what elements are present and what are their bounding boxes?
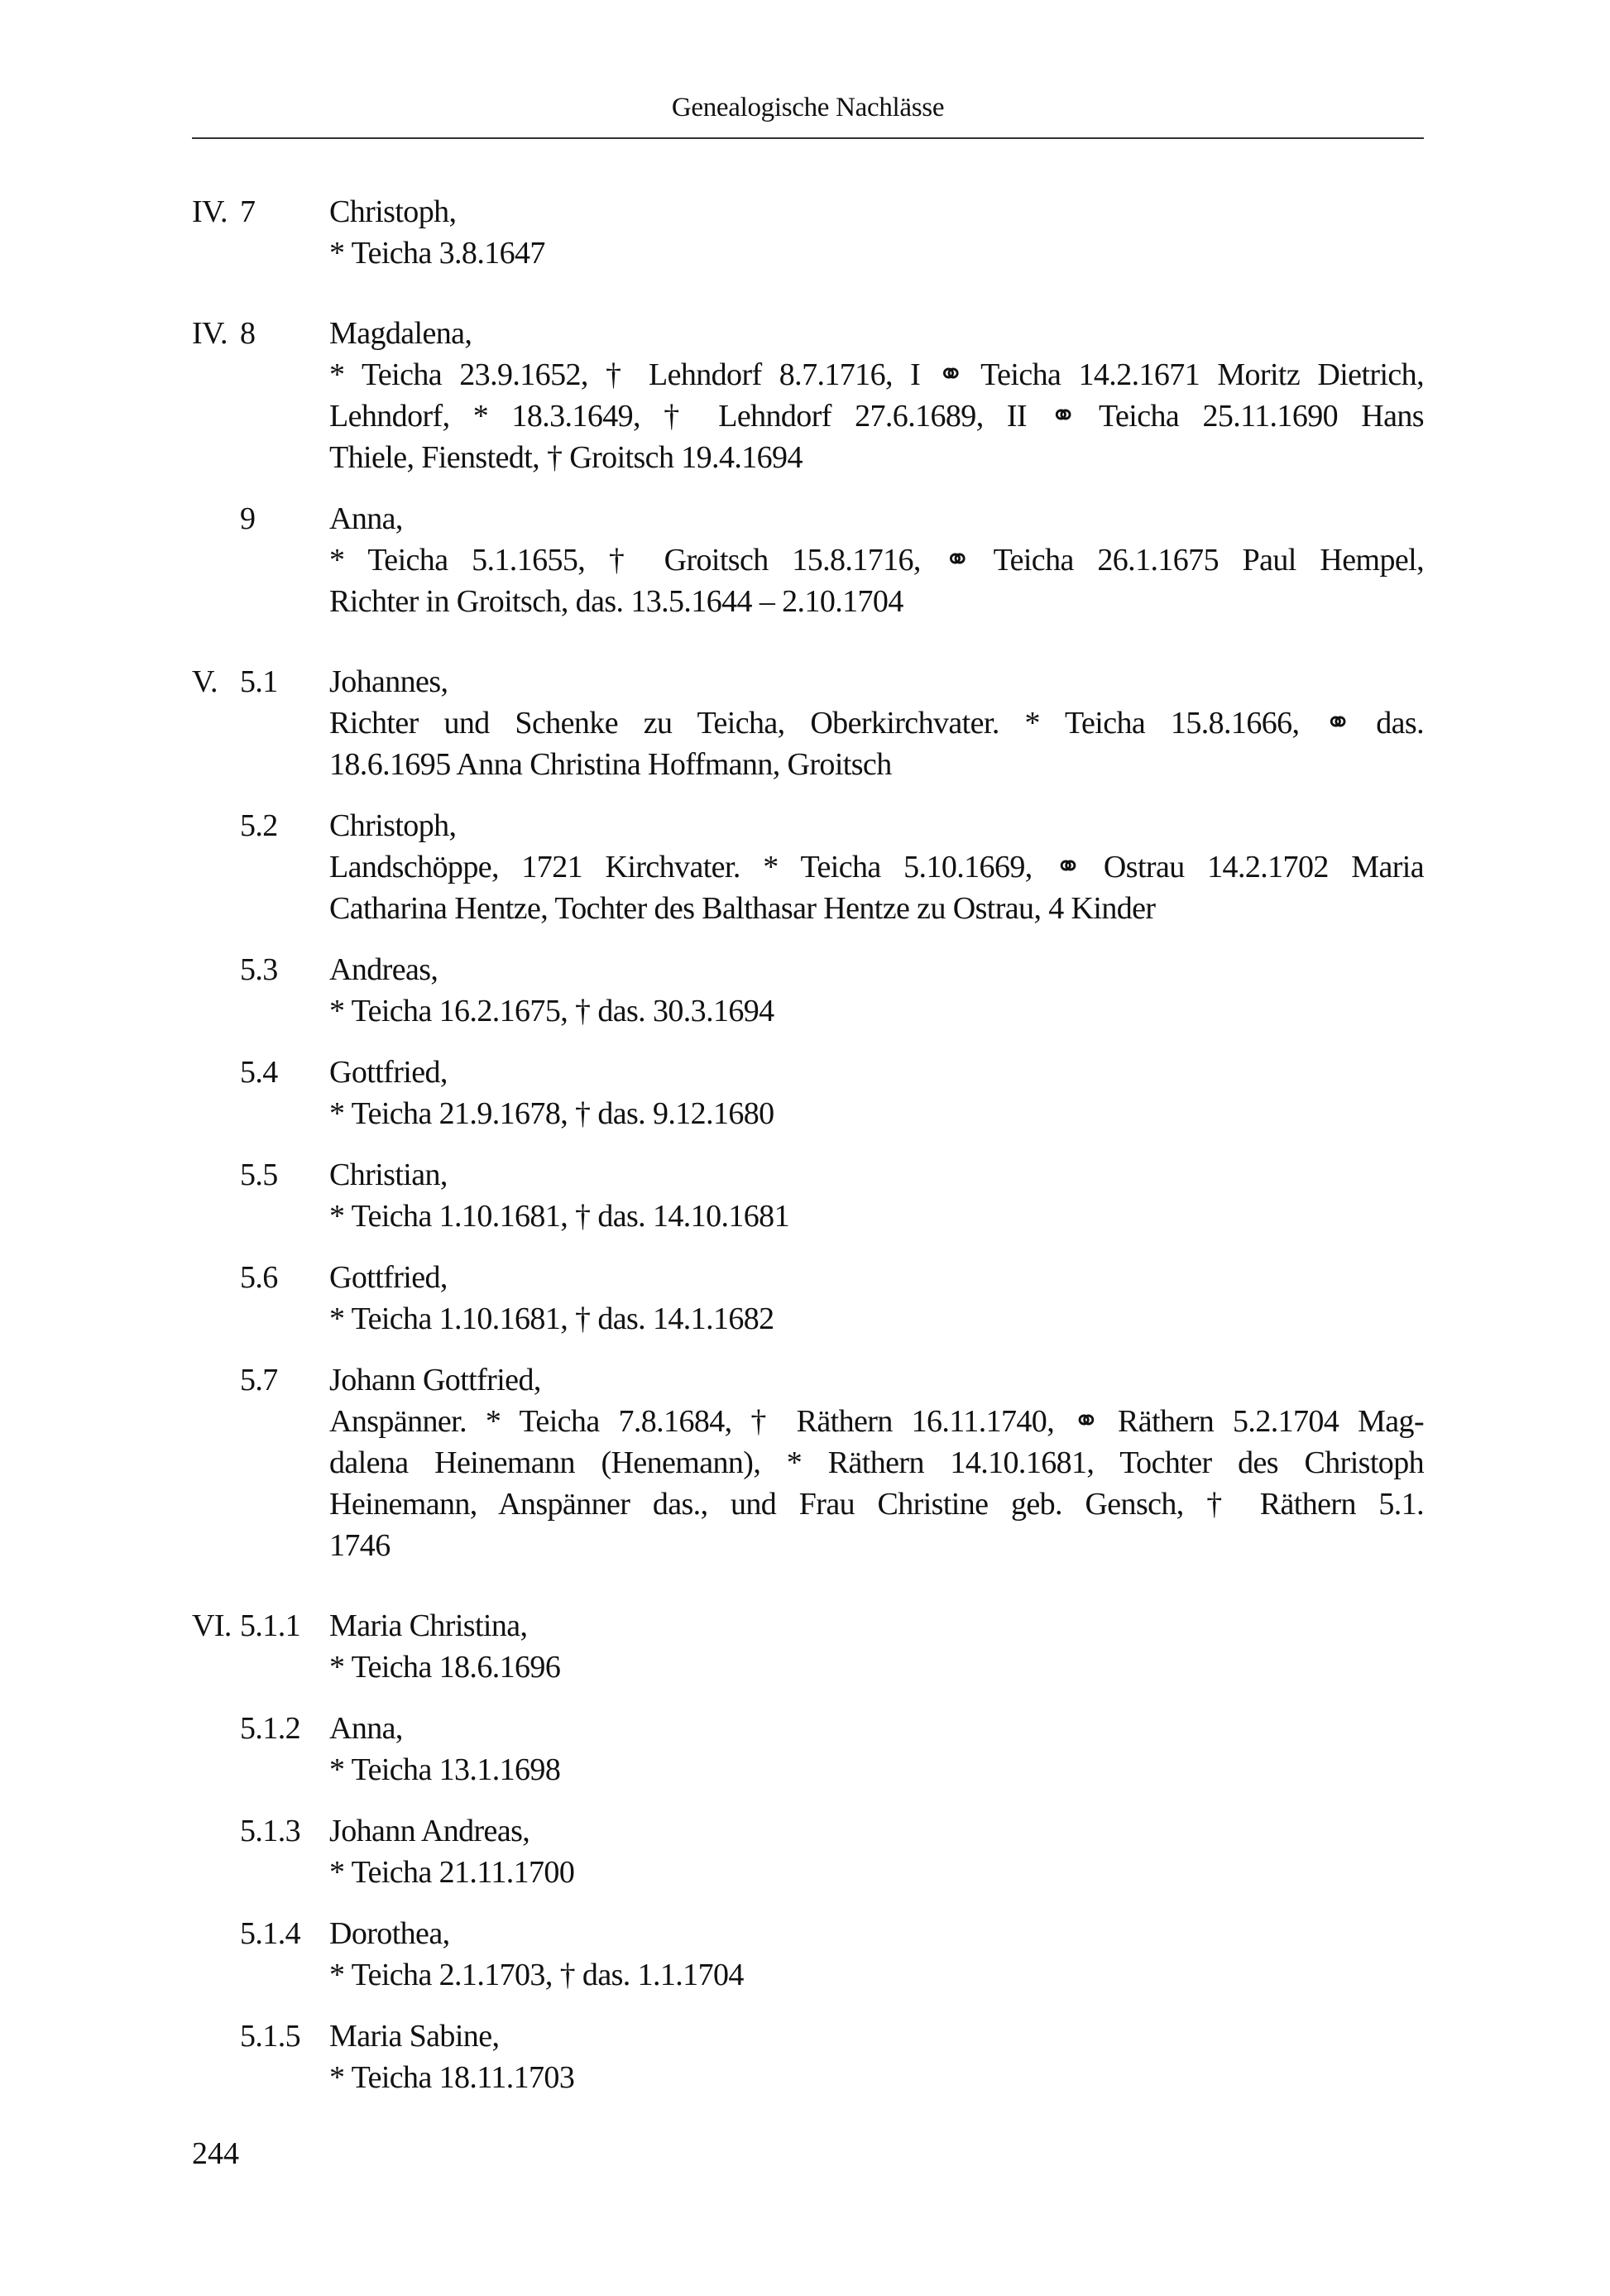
genealogy-entry bbox=[192, 1708, 1424, 1790]
entry-body bbox=[329, 1810, 1424, 1893]
person-number: 5.2 bbox=[240, 808, 278, 843]
genealogy-entry bbox=[192, 661, 1424, 785]
genealogy-entry bbox=[192, 1605, 1424, 1688]
person-number: 7 bbox=[240, 194, 256, 229]
entry-text-line: * Teicha 18.11.1703 bbox=[329, 2060, 575, 2095]
entry-body bbox=[329, 805, 1424, 929]
person-number: 5.4 bbox=[240, 1055, 278, 1090]
entry-number bbox=[192, 805, 329, 929]
person-number: 5.1.5 bbox=[240, 2019, 301, 2054]
page-number: 244 bbox=[192, 2136, 239, 2171]
entry-text-line: * Teicha 1.10.1681, † das. 14.10.1681 bbox=[329, 1199, 789, 1234]
person-number: 5.3 bbox=[240, 952, 278, 987]
genealogy-entry bbox=[192, 1913, 1424, 1996]
header-rule bbox=[192, 137, 1424, 139]
entry-number bbox=[192, 1052, 329, 1134]
entry-text-line: * Teicha 18.6.1696 bbox=[329, 1650, 561, 1685]
entry-text-line: 1746 bbox=[329, 1528, 391, 1563]
running-head: Genealogische Nachlässe bbox=[671, 93, 945, 122]
entry-number bbox=[192, 949, 329, 1032]
genealogy-entry bbox=[192, 1052, 1424, 1134]
entry-body bbox=[329, 1154, 1424, 1237]
person-name: Maria Christina, bbox=[329, 1608, 528, 1643]
entry-number bbox=[192, 1605, 329, 1688]
entry-number bbox=[192, 1154, 329, 1237]
entry-body bbox=[329, 949, 1424, 1032]
entry-body bbox=[329, 498, 1424, 622]
entry-body bbox=[329, 1052, 1424, 1134]
entry-number bbox=[192, 191, 329, 274]
person-number: 5.1.2 bbox=[240, 1711, 301, 1746]
entry-text-line: * Teicha 2.1.1703, † das. 1.1.1704 bbox=[329, 1958, 744, 1992]
person-name: Johann Gottfried, bbox=[329, 1363, 541, 1397]
entry-number bbox=[192, 498, 329, 622]
genealogy-entry bbox=[192, 1154, 1424, 1237]
entry-text-line: Heinemann, Anspänner das., und Frau Christine geb. Gensch, † Räthern 5.1. bbox=[329, 1487, 1424, 1522]
entry-number bbox=[192, 313, 329, 478]
person-number: 5.1.4 bbox=[240, 1916, 301, 1951]
genealogy-entry bbox=[192, 498, 1424, 622]
entry-text-line: * Teicha 13.1.1698 bbox=[329, 1752, 561, 1787]
person-name: Gottfried, bbox=[329, 1055, 448, 1090]
genealogy-entries bbox=[192, 191, 1424, 2098]
genealogy-entry bbox=[192, 1810, 1424, 1893]
entry-text-line: Anspänner. * Teicha 7.8.1684, † Räthern 16.11.1740, ⚭ Räthern 5.2.1704 Mag- bbox=[329, 1404, 1424, 1439]
person-name: Magdalena, bbox=[329, 316, 472, 351]
entry-number bbox=[192, 661, 329, 785]
entry-text-line: * Teicha 21.11.1700 bbox=[329, 1855, 575, 1890]
entry-body bbox=[329, 191, 1424, 274]
entry-text-line: Lehndorf, * 18.3.1649, † Lehndorf 27.6.1689, II ⚭ Teicha 25.11.1690 Hans bbox=[329, 399, 1424, 434]
entry-number bbox=[192, 1913, 329, 1996]
entry-text-line: * Teicha 23.9.1652, † Lehndorf 8.7.1716, I ⚭ Teicha 14.2.1671 Moritz Dietrich, bbox=[329, 357, 1424, 392]
genealogy-entry bbox=[192, 313, 1424, 478]
person-name: Maria Sabine, bbox=[329, 2019, 500, 2054]
entry-text-line: * Teicha 1.10.1681, † das. 14.1.1682 bbox=[329, 1301, 774, 1336]
genealogy-entry bbox=[192, 2016, 1424, 2098]
entry-text-line: * Teicha 16.2.1675, † das. 30.3.1694 bbox=[329, 994, 774, 1028]
generation-label: IV. bbox=[192, 316, 228, 351]
generation-label: VI. bbox=[192, 1608, 232, 1643]
entry-text-line: Landschöppe, 1721 Kirchvater. * Teicha 5.10.1669, ⚭ Ostrau 14.2.1702 Maria bbox=[329, 850, 1424, 884]
genealogy-entry bbox=[192, 805, 1424, 929]
person-number: 5.1.1 bbox=[240, 1608, 301, 1643]
person-name: Anna, bbox=[329, 1711, 403, 1746]
person-name: Johann Andreas, bbox=[329, 1814, 530, 1848]
entry-body bbox=[329, 661, 1424, 785]
genealogy-entry bbox=[192, 949, 1424, 1032]
entry-body bbox=[329, 1257, 1424, 1340]
generation-label: V. bbox=[192, 664, 218, 699]
person-number: 5.1.3 bbox=[240, 1814, 301, 1848]
entry-body bbox=[329, 1359, 1424, 1566]
entry-text-line: * Teicha 5.1.1655, † Groitsch 15.8.1716, ⚭ Teicha 26.1.1675 Paul Hempel, bbox=[329, 543, 1424, 578]
person-number: 8 bbox=[240, 316, 256, 351]
person-name: Christoph, bbox=[329, 194, 457, 229]
entry-number bbox=[192, 1708, 329, 1790]
entry-body bbox=[329, 2016, 1424, 2098]
entry-text-line: Thiele, Fienstedt, † Groitsch 19.4.1694 bbox=[329, 440, 803, 475]
entry-body bbox=[329, 313, 1424, 478]
entry-body bbox=[329, 1605, 1424, 1688]
person-name: Johannes, bbox=[329, 664, 448, 699]
entry-number bbox=[192, 2016, 329, 2098]
genealogy-entry bbox=[192, 1257, 1424, 1340]
entry-number bbox=[192, 1810, 329, 1893]
entry-text-line: dalena Heinemann (Henemann), * Räthern 14.10.1681, Tochter des Christoph bbox=[329, 1445, 1424, 1480]
person-number: 9 bbox=[240, 501, 256, 536]
entry-text-line: * Teicha 3.8.1647 bbox=[329, 236, 545, 271]
person-name: Christian, bbox=[329, 1158, 448, 1192]
person-number: 5.5 bbox=[240, 1158, 278, 1192]
entry-number bbox=[192, 1359, 329, 1566]
genealogy-entry bbox=[192, 1359, 1424, 1566]
person-name: Anna, bbox=[329, 501, 403, 536]
generation-label: IV. bbox=[192, 194, 228, 229]
entry-body bbox=[329, 1913, 1424, 1996]
entry-body bbox=[329, 1708, 1424, 1790]
entry-text-line: Richter und Schenke zu Teicha, Oberkirchvater. * Teicha 15.8.1666, ⚭ das. bbox=[329, 706, 1424, 741]
entry-text-line: * Teicha 21.9.1678, † das. 9.12.1680 bbox=[329, 1096, 774, 1131]
person-number: 5.6 bbox=[240, 1260, 278, 1295]
person-name: Dorothea, bbox=[329, 1916, 450, 1951]
entry-number bbox=[192, 1257, 329, 1340]
entry-text-line: Richter in Groitsch, das. 13.5.1644 – 2.10.1704 bbox=[329, 584, 903, 619]
person-name: Christoph, bbox=[329, 808, 457, 843]
person-number: 5.7 bbox=[240, 1363, 278, 1397]
entry-text-line: 18.6.1695 Anna Christina Hoffmann, Groitsch bbox=[329, 747, 892, 782]
person-number: 5.1 bbox=[240, 664, 278, 699]
genealogy-entry bbox=[192, 191, 1424, 274]
person-name: Andreas, bbox=[329, 952, 438, 987]
person-name: Gottfried, bbox=[329, 1260, 448, 1295]
entry-text-line: Catharina Hentze, Tochter des Balthasar Hentze zu Ostrau, 4 Kinder bbox=[329, 891, 1156, 926]
